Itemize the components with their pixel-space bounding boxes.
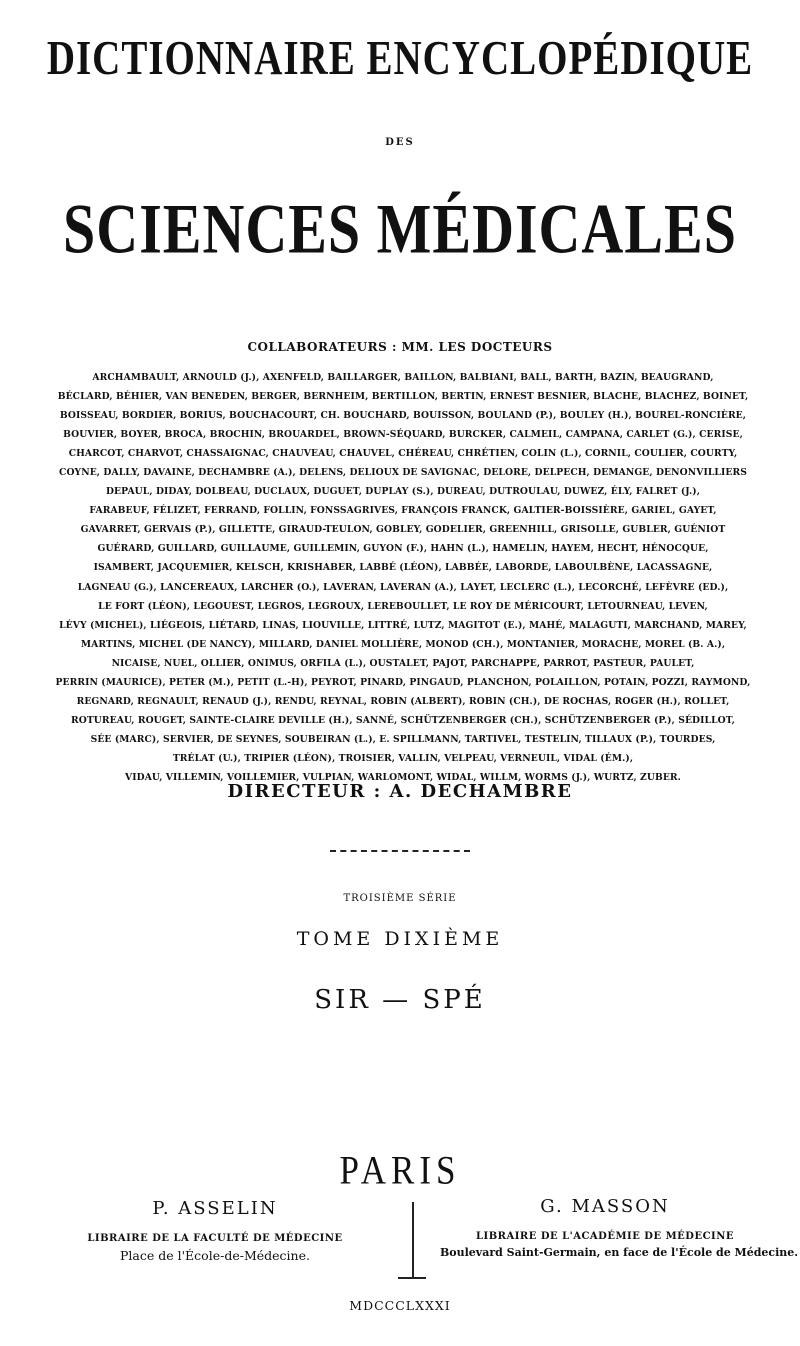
- collaborator-line: DEPAUL, DIDAY, DOLBEAU, DUCLAUX, DUGUET, DUPLAY (S.), DUREAU, DUTROULAU, DUWEZ, ÉLY, FALRET (J.),: [105, 486, 701, 498]
- publisher-separator-foot: [398, 1277, 426, 1279]
- publication-year: MDCCCLXXXI: [349, 1298, 451, 1313]
- series-label: TROISIÈME SÉRIE: [343, 893, 457, 904]
- publisher-left-name: P. ASSELIN: [152, 1198, 278, 1219]
- publisher-right-name: G. MASSON: [540, 1196, 670, 1217]
- collaborator-line: ROTUREAU, ROUGET, SAINTE-CLAIRE DEVILLE (H.), SANNÉ, SCHÜTZENBERGER (CH.), SCHÜTZENBERGER (P.), SÉDILLOT,: [71, 714, 735, 726]
- publisher-separator: [412, 1202, 414, 1278]
- collaborator-line: GAVARRET, GERVAIS (P.), GILLETTE, GIRAUD-TEULON, GOBLEY, GODELIER, GREENHILL, GRISOLLE, GUBLER, GUÉNIOT: [80, 524, 726, 536]
- collaborator-line: CHARCOT, CHARVOT, CHASSAIGNAC, CHAUVEAU, CHAUVEL, CHÉREAU, CHRÉTIEN, COLIN (L.), CORNIL, COULIER, COURTY,: [68, 448, 738, 460]
- publisher-left-address: Place de l'École-de-Médecine.: [120, 1248, 310, 1263]
- publisher-left: [60, 1198, 370, 1263]
- collaborator-line: SÉE (MARC), SERVIER, DE SEYNES, SOUBEIRAN (L.), E. SPILLMANN, TARTIVEL, TESTELIN, TILLAUX (P.), TOURDES,: [90, 733, 716, 745]
- collaborator-line: VIDAU, VILLEMIN, VOILLEMIER, VULPIAN, WARLOMONT, WIDAL, WILLM, WORMS (J.), WURTZ, ZUBER.: [125, 771, 681, 783]
- publisher-right-address: Boulevard Saint-Germain, en face de l'École de Médecine.: [440, 1246, 799, 1259]
- entry-range: SIR — SPÉ: [314, 985, 486, 1015]
- collaborator-line: GUÉRARD, GUILLARD, GUILLAUME, GUILLEMIN, GUYON (F.), HAHN (L.), HAMELIN, HAYEM, HECHT, HÉNOCQUE,: [97, 543, 709, 555]
- title-line-1: DICTIONNAIRE ENCYCLOPÉDIQUE: [46, 31, 754, 85]
- collaborator-line: BOUVIER, BOYER, BROCA, BROCHIN, BROUARDEL, BROWN-SÉQUARD, BURCKER, CALMEIL, CAMPANA, CARLET (G.), CERISE,: [63, 429, 743, 441]
- collaborator-line: LAGNEAU (G.), LANCEREAUX, LARCHER (O.), LAVERAN, LAVERAN (A.), LAYET, LECLERC (L.), LECORCHÉ, LEFÈVRE (ED.),: [77, 581, 729, 593]
- collaborator-line: NICAISE, NUEL, OLLIER, ONIMUS, ORFILA (L.), OUSTALET, PAJOT, PARCHAPPE, PARROT, PASTEUR, PAULET,: [111, 657, 695, 669]
- publisher-right: [440, 1196, 799, 1259]
- publisher-left-title: LIBRAIRE DE LA FACULTÉ DE MÉDECINE: [87, 1233, 343, 1244]
- volume-label: TOME DIXIÈME: [296, 928, 504, 950]
- collaborator-line: REGNARD, REGNAULT, RENAUD (J.), RENDU, REYNAL, ROBIN (ALBERT), ROBIN (CH.), DE ROCHAS, ROGER (H.), ROLLET,: [76, 695, 730, 707]
- collaborator-line: ISAMBERT, JACQUEMIER, KELSCH, KRISHABER, LABBÉ (LÉON), LABBÉE, LABORDE, LABOULBÈNE, LACASSAGNE,: [93, 562, 713, 574]
- director-line: DIRECTEUR : A. DECHAMBRE: [227, 781, 573, 802]
- publisher-right-title: LIBRAIRE DE L'ACADÉMIE DE MÉDECINE: [476, 1231, 734, 1242]
- collaborator-line: PERRIN (MAURICE), PETER (M.), PETIT (L.-H), PEYROT, PINARD, PINGAUD, PLANCHON, POLAILLON, POTAIN, POZZI, RAYMOND,: [55, 676, 751, 688]
- collaborator-line: LE FORT (LÉON), LEGOUEST, LEGROS, LEGROUX, LEREBOULLET, LE ROY DE MÉRICOURT, LETOURNEAU, LEVEN,: [98, 600, 708, 612]
- collaborators-heading: COLLABORATEURS : MM. LES DOCTEURS: [247, 340, 553, 354]
- ornamental-divider: [330, 850, 470, 854]
- collaborator-line: TRÉLAT (U.), TRIPIER (LÉON), TROISIER, VALLIN, VELPEAU, VERNEUIL, VIDAL (ÉM.),: [172, 752, 634, 764]
- collaborator-line: MARTINS, MICHEL (DE NANCY), MILLARD, DANIEL MOLLIÈRE, MONOD (CH.), MONTANIER, MORACHE, MOREL (B. A.),: [80, 638, 726, 650]
- collaborator-line: COYNE, DALLY, DAVAINE, DECHAMBRE (A.), DELENS, DELIOUX DE SAVIGNAC, DELORE, DELPECH, DEMANGE, DENONVILLIERS: [59, 467, 747, 479]
- title-connector: DES: [385, 137, 415, 148]
- title-line-2: SCIENCES MÉDICALES: [63, 189, 737, 269]
- publication-city: PARIS: [339, 1148, 461, 1193]
- collaborator-line: ARCHAMBAULT, ARNOULD (J.), AXENFELD, BAILLARGER, BAILLON, BALBIANI, BALL, BARTH, BAZIN, BEAUGRAND,: [92, 372, 714, 383]
- collaborator-line: LÉVY (MICHEL), LIÉGEOIS, LIÉTARD, LINAS, LIOUVILLE, LITTRÉ, LUTZ, MAGITOT (E.), MAHÉ, MALAGUTI, MARCHAND, MAREY,: [59, 619, 747, 631]
- collaborator-line: BÉCLARD, BÉHIER, VAN BENEDEN, BERGER, BERNHEIM, BERTILLON, BERTIN, ERNEST BESNIER, BLACHE, BLACHEZ, BOINET,: [57, 391, 749, 403]
- collaborator-line: BOISSEAU, BORDIER, BORIUS, BOUCHACOURT, CH. BOUCHARD, BOUISSON, BOULAND (P.), BOULEY (H.), BOUREL-RONCIÈRE,: [59, 410, 747, 422]
- collaborators-list: [18, 368, 788, 787]
- collaborator-line: FARABEUF, FÉLIZET, FERRAND, FOLLIN, FONSSAGRIVES, FRANÇOIS FRANCK, GALTIER-BOISSIÈRE, GARIEL, GAYET,: [89, 505, 717, 517]
